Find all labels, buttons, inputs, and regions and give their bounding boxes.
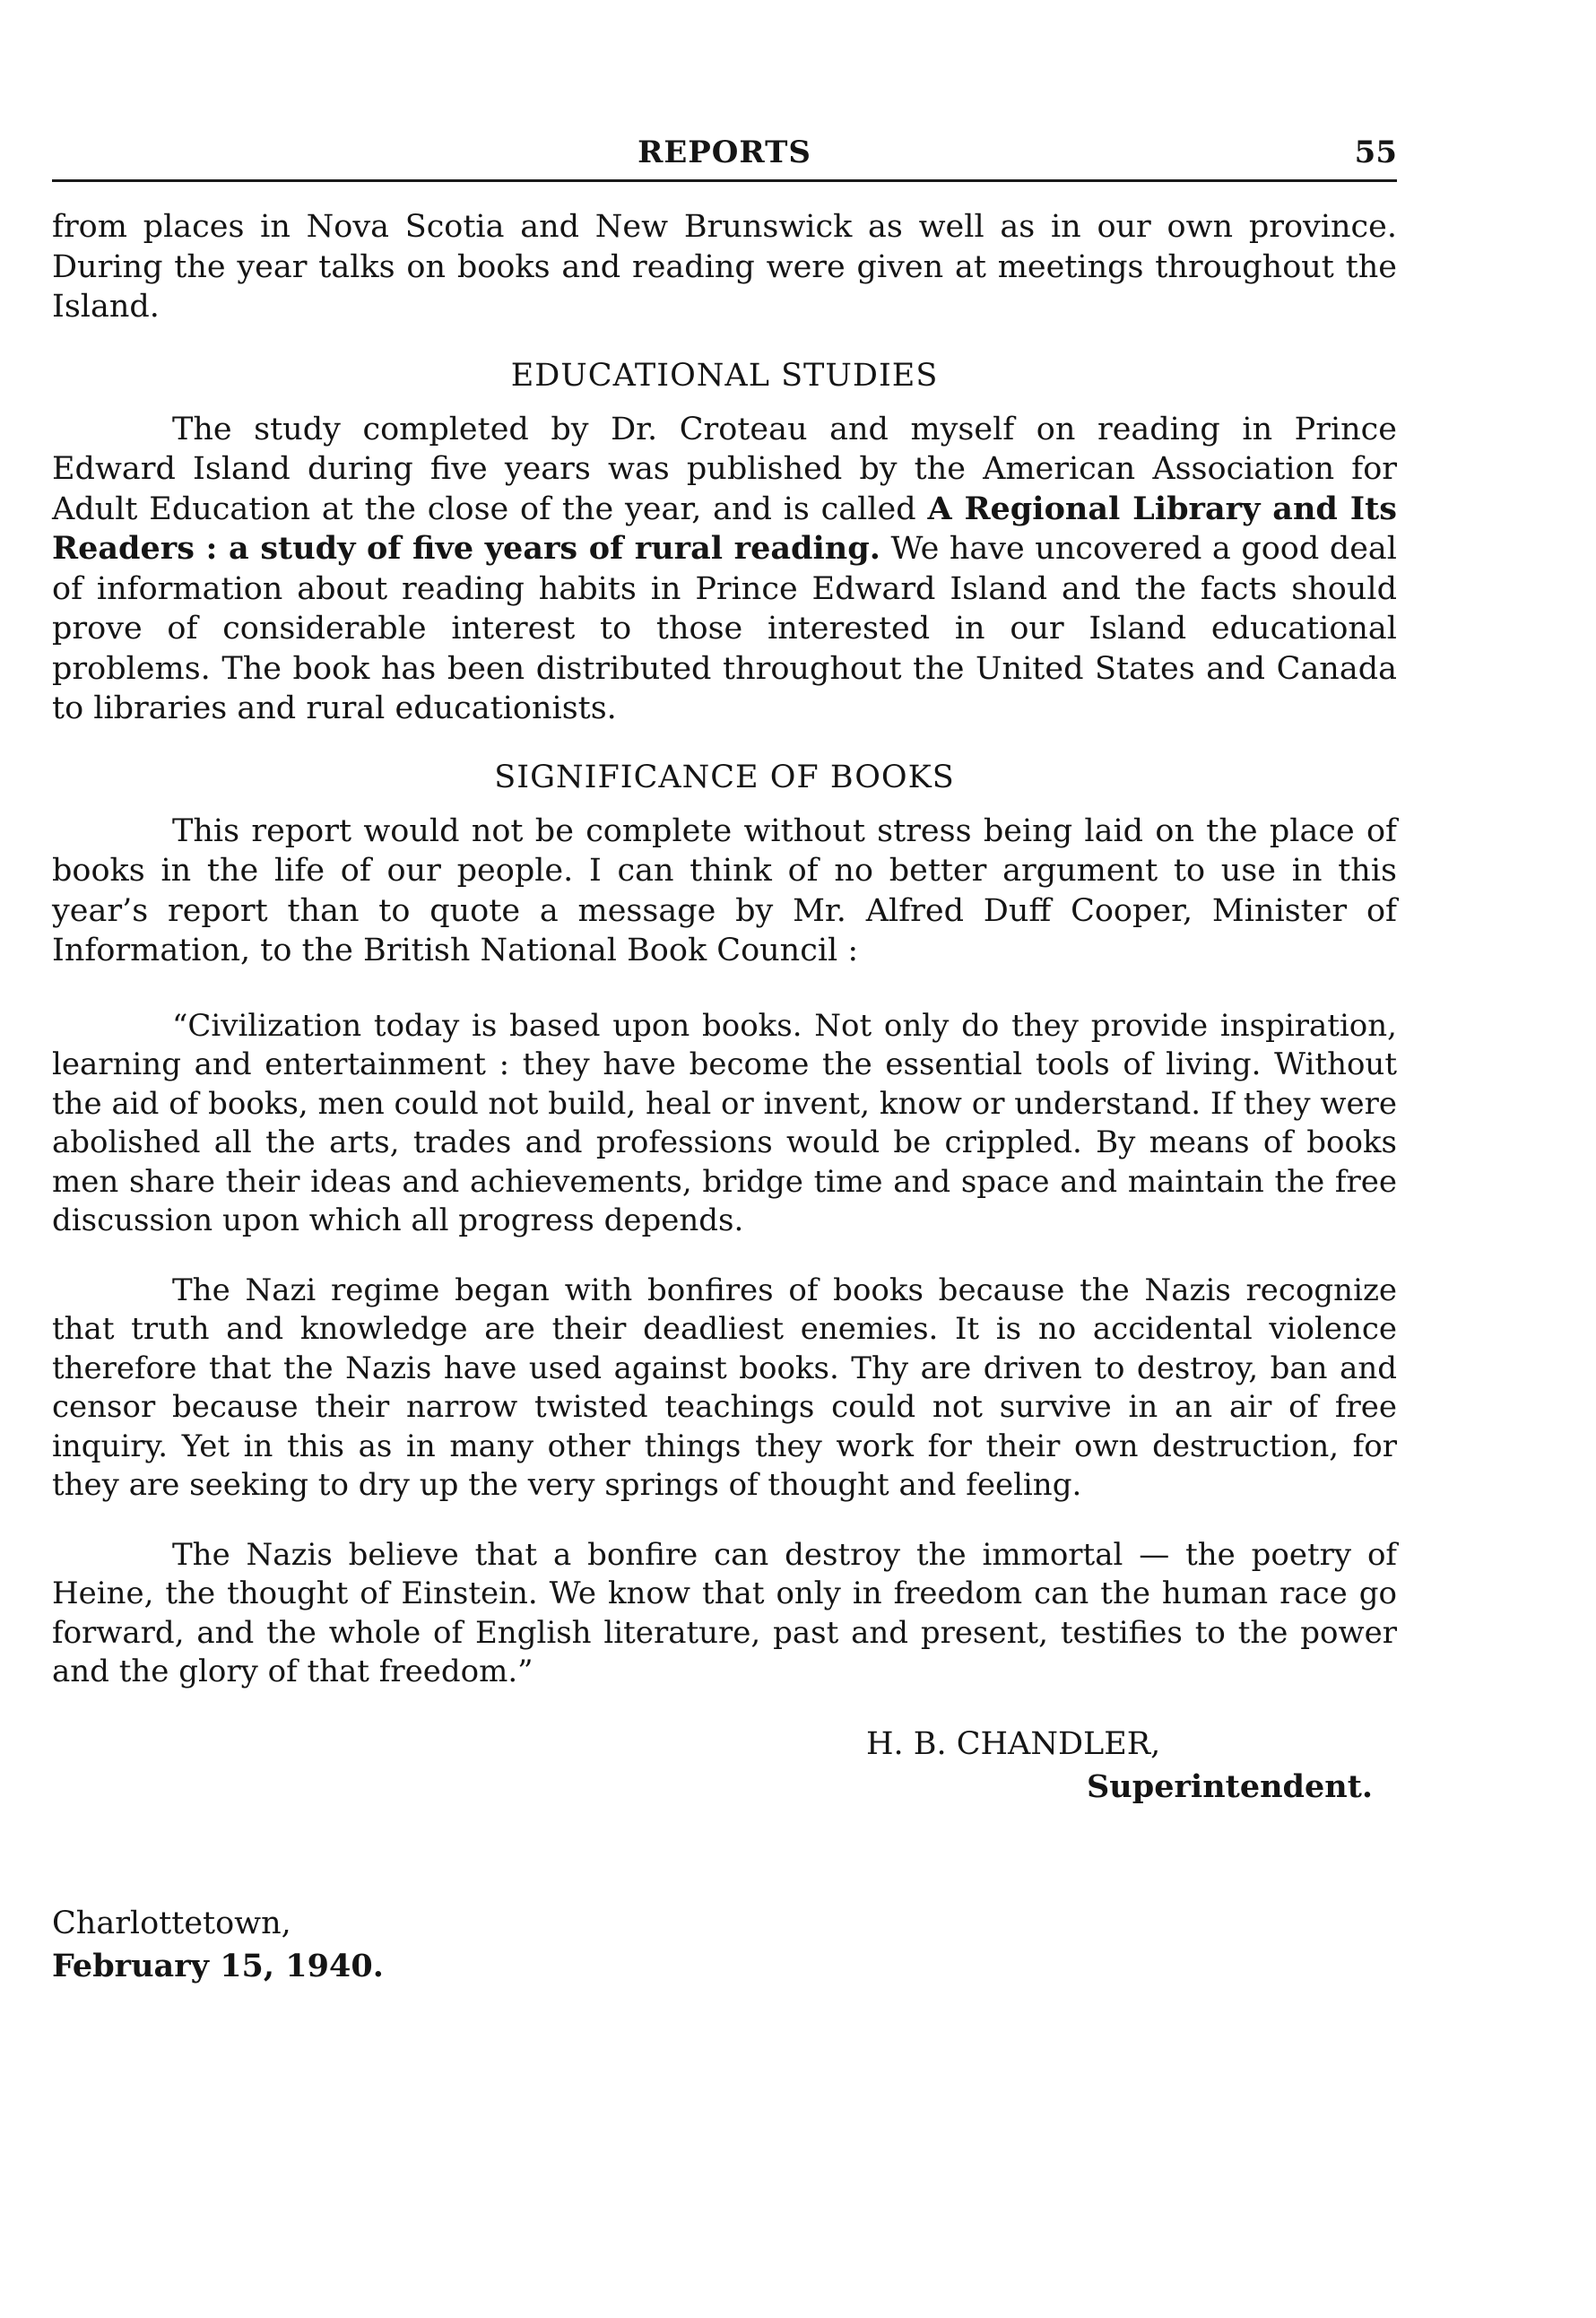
- dateline-date: February 15, 1940.: [52, 1947, 384, 1984]
- signatory-title: Superintendent.: [1087, 1767, 1374, 1805]
- signature-block: [52, 1723, 1397, 1809]
- quoted-message: [52, 1007, 1397, 1692]
- opening-paragraph: from places in Nova Scotia and New Brunswick as well as in our own province. During the year talks on books and reading were given at meetings throughout the Island.: [52, 209, 1397, 325]
- educational-studies-paragraph: [52, 410, 1397, 729]
- signatory-name: H. B. CHANDLER,: [866, 1725, 1161, 1762]
- educational-studies-text-2: We have uncovered a good deal of information about reading habits in Prince Edward Island and the facts should prove of considerable interest to those interested in our Island educational problems. The book has been distributed throughout the United States and Canada to libraries and rural educationists.: [52, 531, 1397, 726]
- quote-paragraph: The Nazi regime began with bonfires of books because the Nazis recognize that truth and knowledge are their deadliest enemies. It is no accidental violence therefore that the Nazis have used against books. Thy are driven to destroy, ban and censor because their narrow twisted teachings could not survive in an air of free inquiry. Yet in this as in many other things they work for their own destruction, for they are seeking to dry up the very springs of thought and feeling.: [52, 1272, 1397, 1503]
- running-head: [52, 126, 1397, 182]
- report-page: [52, 126, 1397, 1988]
- running-title: REPORTS: [638, 135, 811, 170]
- section-heading-significance-of-books: SIGNIFICANCE OF BOOKS: [494, 759, 955, 795]
- significance-intro-paragraph: This report would not be complete without stress being laid on the place of books in the life of our people. I can think of no better argument to use in this year’s report than to quote a message by Mr. Alfred Duff Cooper, Minister of Information, to the British National Book Council :: [52, 812, 1397, 968]
- quote-paragraph: The Nazis believe that a bonfire can destroy the immortal — the poetry of Heine, the thought of Einstein. We know that only in freedom can the human race go forward, and the whole of English literature, past and present, testifies to the power and the glory of that freedom.”: [52, 1536, 1397, 1689]
- section-heading-educational-studies: EDUCATIONAL STUDIES: [510, 357, 939, 394]
- dateline: [52, 1902, 1397, 1988]
- educational-studies-text-1: The study completed by Dr. Croteau and myself on reading in Prince Edward Island during five years was published by the American Association for Adult Education at the close of the year, and is called: [52, 411, 1397, 527]
- quote-paragraph: “Civilization today is based upon books. Not only do they provide inspiration, learning and entertainment : they have become the essential tools of living. Without the aid of books, men could not build, heal or invent, know or understand. If they were abolished all the arts, trades and professions would be crippled. By means of books men share their ideas and achievements, bridge time and space and maintain the free discussion upon which all progress depends.: [52, 1007, 1397, 1238]
- dateline-place: Charlottetown,: [52, 1905, 291, 1941]
- book-title: A Regional Library and Its Readers : a study of five years of rural reading.: [52, 490, 1397, 567]
- page-number: 55: [1354, 135, 1397, 170]
